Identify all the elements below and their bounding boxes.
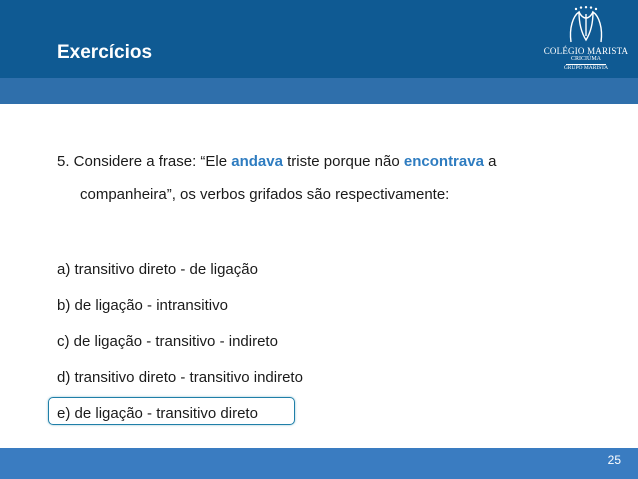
option-b: b) de ligação - intransitivo xyxy=(57,297,228,314)
highlighted-verb-2: encontrava xyxy=(403,153,484,170)
option-d: d) transitivo direto - transitivo indireto xyxy=(57,369,303,386)
slide-footer xyxy=(0,448,638,479)
option-c: c) de ligação - transitivo - indireto xyxy=(57,333,278,350)
logo-group: GRUPO MARISTA xyxy=(563,65,609,71)
colegio-marista-logo xyxy=(540,4,632,74)
question-suffix: a xyxy=(483,153,497,170)
logo-city: CRICIÚMA xyxy=(570,56,601,62)
marista-monogram-icon xyxy=(563,6,609,46)
slide-header xyxy=(0,0,638,104)
option-e: e) de ligação - transitivo direto xyxy=(57,405,258,422)
page-number: 25 xyxy=(607,453,621,467)
correct-answer-highlight xyxy=(48,397,295,425)
logo-name: COLÉGIO MARISTA xyxy=(543,46,629,56)
highlighted-verb-1: andava xyxy=(231,153,283,170)
question-line-1 xyxy=(57,153,627,170)
question-line-2: companheira”, os verbos grifados são respectivamente: xyxy=(80,186,450,203)
question-prefix: 5. Considere a frase: “Ele xyxy=(57,153,232,170)
option-a: a) transitivo direto - de ligação xyxy=(57,261,258,278)
slide-title: Exercícios xyxy=(57,42,153,63)
question-middle: triste porque não xyxy=(282,153,404,170)
